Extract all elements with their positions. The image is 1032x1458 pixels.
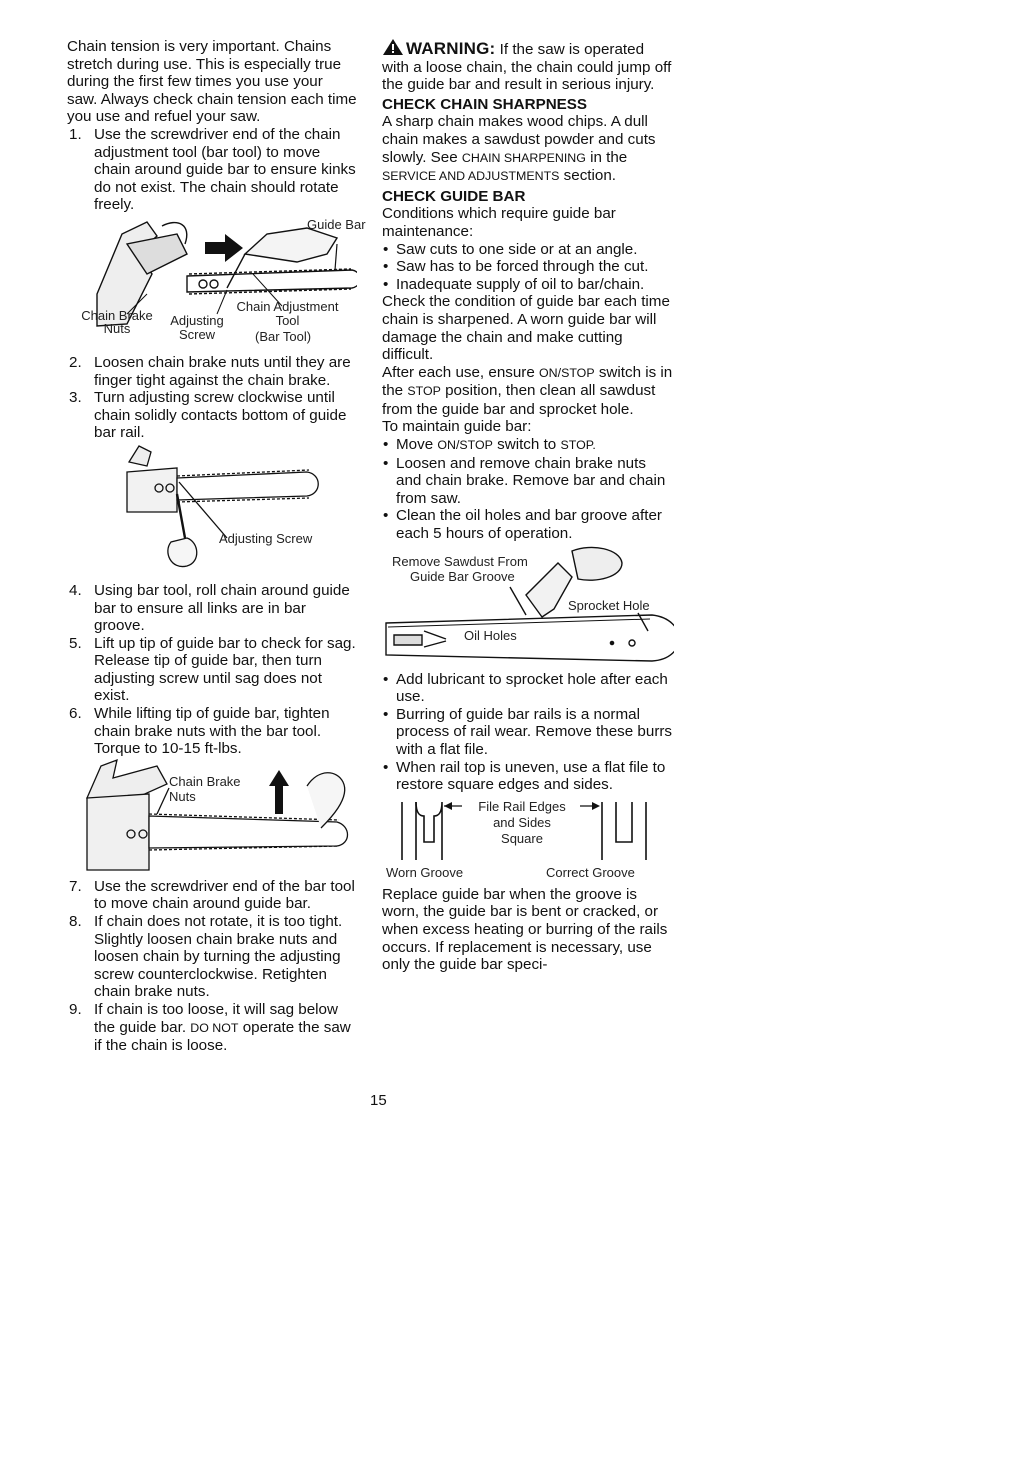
steps-list-d: [67, 878, 357, 1055]
step-number: 1.: [69, 125, 82, 143]
step-number: 8.: [69, 913, 82, 931]
label-file-rail-edges: File Rail Edges: [478, 798, 566, 814]
sharpness-text: A sharp chain makes wood chips. A dull chain makes a sawdust powder and cuts slowly. See: [382, 113, 656, 166]
after-a: After each use, ensure: [382, 363, 535, 381]
more-2: When rail top is uneven, use a flat file to restore square edges and sides.: [396, 758, 666, 794]
heading-check-chain-sharpness: CHECK CHAIN SHARPNESS: [382, 95, 588, 113]
chain-tension-intro: Chain tension is very important. Chains stretch during use. This is especially true during the first few times you use your saw. Always check chain tension each time you use and refuel your saw.: [67, 38, 357, 126]
stop-position: STOP: [407, 384, 441, 399]
maintain-1-stop: STOP.: [560, 438, 596, 453]
condition-text: Saw cuts to one side or at an angle.: [396, 240, 638, 258]
step-text: Lift up tip of guide bar to check for sag. Release tip of guide bar, then turn adjusting screw until sag does not exist.: [94, 634, 356, 705]
step-text: Use the screwdriver end of the bar tool to move chain around guide bar.: [94, 877, 355, 913]
list-item: • Move ON/STOP switch to STOP.: [383, 436, 596, 454]
label-adjusting-screw-2: Adjusting Screw: [219, 530, 313, 546]
step-number: 6.: [69, 705, 82, 723]
warning-block: [382, 38, 674, 94]
step-item: [67, 354, 357, 389]
step-item: [67, 635, 357, 705]
step-item: [67, 705, 357, 758]
step-text: If chain is too loose, it will sag below the guide bar.: [94, 1001, 338, 1036]
step-number: 2.: [69, 353, 82, 371]
warning-label: WARNING:: [406, 39, 496, 58]
left-column: [67, 38, 366, 1055]
guide-intro: Conditions which require guide bar maintenance:: [382, 205, 616, 240]
label-chain-brake-nuts: Chain Brake Nuts: [81, 307, 153, 336]
step-item: [67, 913, 357, 1001]
step-text: Turn adjusting screw clockwise until chain solidly contacts bottom of guide bar rail.: [94, 389, 347, 442]
label-and-sides: and Sides: [493, 814, 551, 830]
label-guide-bar: Guide Bar: [307, 216, 366, 232]
maintain-1-a: Move: [396, 436, 434, 454]
warning-text: If the saw is operated with a loose chain, the chain could jump off the guide bar and result in serious injury.: [382, 41, 672, 94]
step-text: If chain does not rotate, it is too tight. Slightly loosen chain brake nuts and loosen chain by turning the adjusting screw counterclockwise. Retighten chain brake nuts.: [94, 913, 343, 1001]
maintain-3: Clean the oil holes and bar groove after each 5 hours of operation.: [396, 507, 662, 543]
step-item: [67, 1001, 357, 1055]
maintain-list: [382, 436, 674, 543]
step-number: 3.: [69, 389, 82, 407]
list-item: • Inadequate supply of oil to bar/chain.: [383, 275, 645, 293]
maintain-2: Loosen and remove chain brake nuts and chain brake. Remove bar and chain from saw.: [396, 454, 666, 507]
step-item: [67, 878, 357, 913]
figure-chain-adjustment: [67, 214, 366, 354]
step-item: [67, 126, 357, 214]
list-item: • Add lubricant to sprocket hole after each use.: [383, 670, 668, 706]
figure-adjusting-screw: [67, 442, 357, 582]
step-text: Using bar tool, roll chain around guide bar to ensure all links are in bar groove.: [94, 581, 350, 635]
page-number: 15: [370, 1092, 387, 1109]
sharpness-end: section.: [563, 167, 616, 185]
check-paragraph: Check the condition of guide bar each time chain is sharpened. A worn guide bar will damage the chain and make cutting difficult.: [382, 293, 670, 364]
list-item: • Clean the oil holes and bar groove after each 5 hours of operation.: [383, 507, 662, 543]
label-remove-sawdust: Remove Sawdust From: [392, 553, 528, 569]
more-1: Burring of guide bar rails is a normal process of rail wear. Remove these burrs with a flat file.: [396, 705, 673, 758]
after-c: position, then clean all sawdust from the guide bar and sprocket hole.: [382, 382, 656, 418]
warning-triangle-icon: [382, 38, 404, 56]
lubricant-list: [382, 671, 674, 794]
label-guide-bar-groove: Guide Bar Groove: [410, 568, 515, 584]
step-text-b: operate the saw if the chain is loose.: [94, 1018, 351, 1055]
ref-service-and-adjustments: SERVICE AND ADJUSTMENTS: [382, 169, 560, 184]
ref-chain-sharpening: CHAIN SHARPENING: [461, 150, 586, 165]
steps-list-b: [67, 354, 357, 442]
step-number: 5.: [69, 634, 82, 652]
list-item: • Loosen and remove chain brake nuts and chain brake. Remove bar and chain from saw.: [383, 454, 666, 507]
sharpness-paragraph: [382, 113, 674, 185]
conditions-list: [382, 241, 674, 294]
label-sprocket-hole: Sprocket Hole: [568, 597, 650, 613]
adjusting-screw-illustration: [67, 442, 357, 582]
more-0: Add lubricant to sprocket hole after each use.: [396, 670, 668, 706]
maintain-1-onstop: ON/STOP: [437, 438, 493, 453]
steps-list-a: [67, 126, 357, 214]
maintain-1-b: switch to: [497, 436, 557, 454]
heading-check-guide-bar: CHECK GUIDE BAR: [382, 187, 526, 205]
label-bar-tool: (Bar Tool): [255, 328, 312, 344]
do-not-emphasis: DO NOT: [190, 1020, 239, 1035]
step-text: While lifting tip of guide bar, tighten chain brake nuts with the bar tool. Torque to 10-15 ft-lbs.: [94, 705, 330, 758]
label-worn-groove: Worn Groove: [386, 864, 464, 880]
after-b: switch is in the: [382, 363, 673, 400]
on-stop-switch: ON/STOP: [539, 365, 595, 380]
step-text: Use the screwdriver end of the chain adjustment tool (bar tool) to move chain around guide bar to ensure kinks do not exist. The chain should rotate freely.: [94, 125, 356, 214]
figure-groove-comparison: [382, 794, 674, 886]
step-item: [67, 389, 357, 442]
label-square: Square: [501, 830, 543, 846]
condition-text: Saw has to be forced through the cut.: [396, 258, 649, 276]
right-column: [382, 38, 674, 974]
label-adjusting-screw: Adjusting Screw: [170, 312, 224, 342]
figure-chain-brake-nuts: [67, 758, 357, 878]
maintain-intro: To maintain guide bar:: [382, 418, 532, 436]
sharpness-in: in the: [590, 148, 628, 166]
step-text: Loosen chain brake nuts until they are finger tight against the chain brake.: [94, 353, 351, 389]
after-use-paragraph: [382, 364, 674, 419]
list-item: • Burring of guide bar rails is a normal process of rail wear. Remove these burrs with a flat file.: [383, 705, 673, 758]
steps-list-c: [67, 582, 357, 758]
list-item: • Saw has to be forced through the cut.: [383, 258, 649, 276]
label-chain-adjustment-tool: Chain Adjustment Tool: [236, 298, 339, 328]
step-number: 9.: [69, 1001, 82, 1018]
condition-text: Inadequate supply of oil to bar/chain.: [396, 275, 645, 293]
replace-paragraph: Replace guide bar when the groove is worn, the guide bar is bent or cracked, or when excess heating or burring of the rails occurs. If replacement is necessary, use only the guide bar speci-: [382, 885, 668, 974]
label-correct-groove: Correct Groove: [546, 864, 635, 880]
list-item: • When rail top is uneven, use a flat file to restore square edges and sides.: [383, 758, 666, 794]
step-number: 4.: [69, 581, 82, 599]
label-oil-holes: Oil Holes: [464, 627, 517, 643]
figure-guide-bar-cleaning: [382, 543, 674, 671]
step-number: 7.: [69, 877, 82, 895]
list-item: • Saw cuts to one side or at an angle.: [383, 240, 638, 258]
step-item: [67, 582, 357, 635]
label-chain-brake-nuts-2: Chain Brake Nuts: [169, 773, 241, 804]
